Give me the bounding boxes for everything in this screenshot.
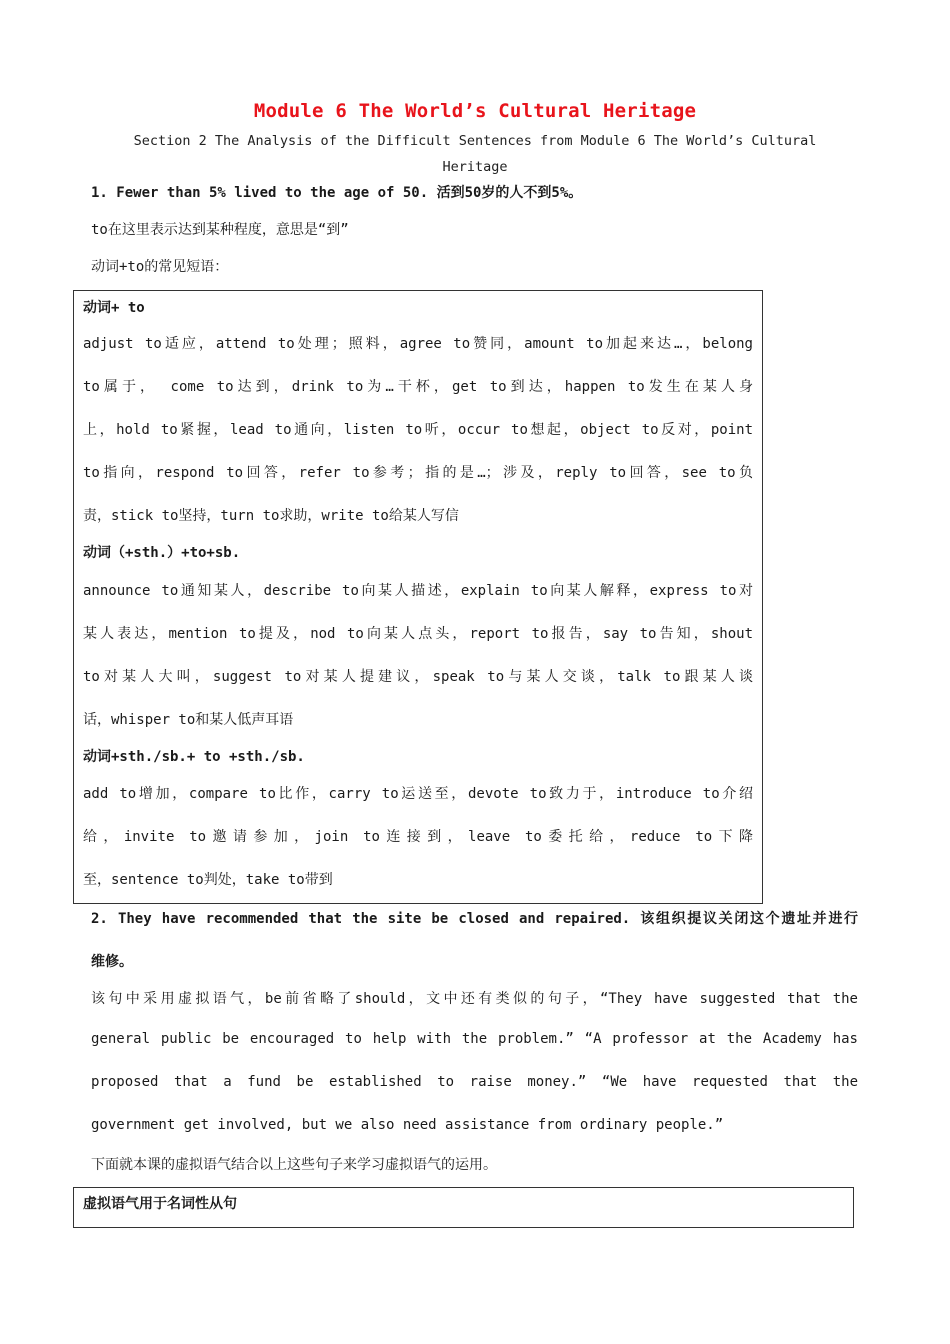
group1-line: 上，hold to紧握，lead to通向，listen to听，occur to想起，object to反对，point [83, 422, 753, 438]
group1-line: to指向，respond to回答，refer to参考；指的是…；涉及，reply to回答，see to负 [83, 465, 753, 481]
group2-line: announce to通知某人，describe to向某人描述，explain to向某人解释，express to对 [83, 583, 753, 599]
subjunctive-box-heading: 虚拟语气用于名词性从句 [83, 1196, 237, 1212]
group2-heading: 动词（+sth.）+to+sb. [83, 545, 241, 561]
item2-summary: 下面就本课的虚拟语气结合以上这些句子来学习虚拟语气的运用。 [91, 1157, 497, 1173]
group3-line: add to增加，compare to比作，carry to运送至，devote to致力于，introduce to介绍 [83, 786, 753, 802]
item2-heading: 2. They have recommended that the site be closed and repaired. 该组织提议关闭这个遗址并进行 [91, 911, 858, 927]
item2-body-line: general public be encouraged to help with the problem.” “A professor at the Academy has [91, 1031, 858, 1047]
group2-line: 某人表达，mention to提及，nod to向某人点头，report to报告，say to告知，shout [83, 626, 753, 642]
group3-line: 给，invite to邀请参加，join to连接到，leave to委托给，reduce to下降 [83, 829, 753, 845]
phrase-table-box [73, 290, 763, 904]
item1-heading: 1. Fewer than 5% lived to the age of 50. 活到50岁的人不到5%。 [91, 185, 583, 201]
group1-line: to属于， come to达到，drink to为…干杯，get to到达，happen to发生在某人身 [83, 379, 753, 395]
group2-line: 话，whisper to和某人低声耳语 [83, 712, 294, 728]
group3-heading: 动词+sth./sb.+ to +sth./sb. [83, 749, 305, 765]
item1-note1: to在这里表示达到某种程度，意思是“到” [91, 222, 349, 238]
page-title: Module 6 The World’s Cultural Heritage [253, 100, 697, 122]
item2-heading-cont: 维修。 [91, 954, 133, 970]
item1-note2: 动词+to的常见短语： [91, 259, 229, 275]
item2-body-line: 该句中采用虚拟语气，be前省略了should，文中还有类似的句子，“They have suggested that the [91, 991, 858, 1007]
page-subtitle: Section 2 The Analysis of the Difficult Sentences from Module 6 The World’s Cultural Heritage [133, 133, 817, 175]
subjunctive-box [73, 1187, 854, 1228]
group1-heading: 动词+ to [83, 300, 145, 316]
item2-body-line: proposed that a fund be established to raise money.” “We have requested that the [91, 1074, 858, 1090]
group1-line: 责，stick to坚持，turn to求助，write to给某人写信 [83, 508, 459, 524]
group1-line: adjust to适应，attend to处理；照料，agree to赞同，amount to加起来达…，belong [83, 336, 753, 352]
group2-line: to对某人大叫，suggest to对某人提建议，speak to与某人交谈，talk to跟某人谈 [83, 669, 753, 685]
item2-body-line: government get involved, but we also need assistance from ordinary people.” [91, 1117, 724, 1133]
group3-line: 至，sentence to判处，take to带到 [83, 872, 333, 888]
